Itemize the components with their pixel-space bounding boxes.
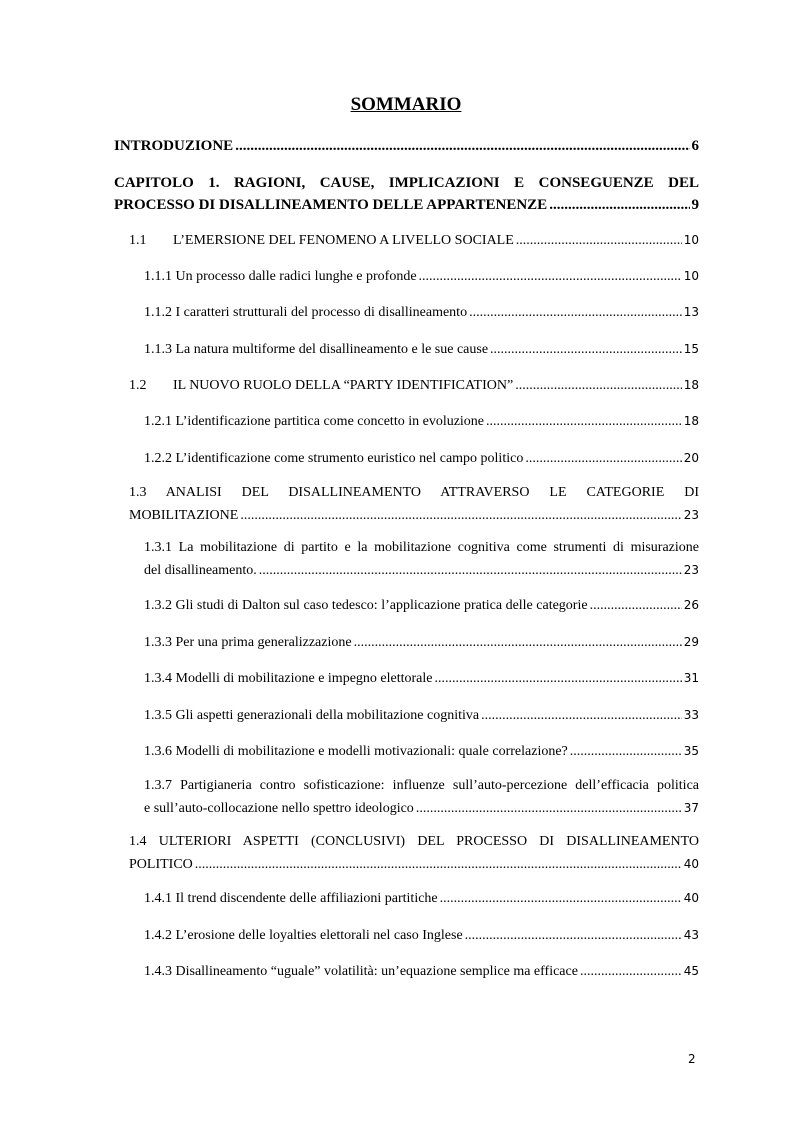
toc-entry-label: 1.3.4 Modelli di mobilitazione e impegno elettorale [144, 671, 433, 686]
toc-entry-label-line2: MOBILITAZIONE [129, 508, 239, 523]
dot-leader [469, 302, 682, 324]
toc-entry-label-line2: PROCESSO DI DISALLINEAMENTO DELLE APPARTENENZE [114, 197, 548, 213]
toc-page-number: 26 [683, 598, 699, 612]
toc-entry-1-2-2[interactable] [144, 447, 699, 470]
toc-entry-1-3[interactable] [129, 482, 699, 527]
toc-page-number: 10 [683, 233, 699, 247]
dot-leader [259, 560, 682, 582]
toc-entry-1-3-4[interactable] [144, 667, 699, 690]
dot-leader [525, 448, 681, 470]
dot-leader [354, 632, 682, 654]
toc-entry-label [129, 230, 514, 252]
toc-page-number: 20 [683, 451, 699, 465]
toc-entry-label: 1.4.1 Il trend discendente delle affiliazioni partitiche [144, 891, 438, 906]
toc-page-number: 23 [683, 563, 699, 577]
toc-page-number: 31 [683, 671, 699, 685]
dot-leader [570, 741, 682, 763]
toc-entry-label: 1.3.2 Gli studi di Dalton sul caso tedesco: l’applicazione pratica delle categorie [144, 598, 588, 613]
section-number: 1.1 [129, 233, 147, 248]
toc-entry-1-1-3[interactable] [144, 338, 699, 361]
dot-leader [590, 595, 682, 617]
dot-leader [419, 266, 682, 288]
toc-entry-1-1[interactable] [129, 229, 699, 252]
dot-leader [515, 375, 682, 397]
toc-entry-capitolo-1[interactable] [114, 172, 699, 216]
dot-leader [490, 339, 682, 361]
toc-entry-1-3-2[interactable] [144, 594, 699, 617]
section-number: 1.2 [129, 378, 147, 393]
toc-entry-label: INTRODUZIONE [114, 138, 234, 154]
dot-leader [195, 854, 682, 876]
dot-leader [486, 411, 682, 433]
toc-entry-1-1-1[interactable] [144, 265, 699, 288]
dot-leader [440, 888, 682, 910]
toc-entry-1-2[interactable] [129, 374, 699, 397]
toc-entry-label [129, 375, 513, 397]
dot-leader [235, 135, 689, 157]
toc-entry-label: 1.3.5 Gli aspetti generazionali della mobilitazione cognitiva [144, 708, 480, 723]
toc-entry-1-3-1[interactable] [144, 537, 699, 582]
toc-entry-label: 1.1.2 I caratteri strutturali del processo di disallineamento [144, 305, 468, 320]
toc-entry-1-4-3[interactable] [144, 960, 699, 983]
toc-page-number: 29 [683, 635, 699, 649]
toc-entry-label-line2: e sull’auto-collocazione nello spettro ideologico [144, 801, 414, 816]
toc-entry-label: 1.3.3 Per una prima generalizzazione [144, 635, 352, 650]
toc-entry-1-4[interactable] [129, 831, 699, 876]
toc-entry-label: 1.1.1 Un processo dalle radici lunghe e profonde [144, 269, 417, 284]
toc-page-number: 18 [683, 414, 699, 428]
page-number: 2 [688, 1052, 696, 1066]
toc-entry-1-4-2[interactable] [144, 924, 699, 947]
toc-entry-label: 1.2.1 L’identificazione partitica come concetto in evoluzione [144, 414, 485, 429]
page-title: SOMMARIO [350, 94, 462, 115]
toc-page-number: 37 [683, 801, 699, 815]
toc-entry-1-4-1[interactable] [144, 887, 699, 910]
toc-page-number: 10 [683, 269, 699, 283]
toc-entry-label-line1: 1.3 ANALISI DEL DISALLINEAMENTO ATTRAVERSO LE CATEGORIE DI [129, 485, 699, 500]
toc-page-number: 9 [691, 197, 699, 213]
dot-leader [549, 194, 689, 216]
toc-entry-label-line1: CAPITOLO 1. RAGIONI, CAUSE, IMPLICAZIONI E CONSEGUENZE DEL [114, 175, 699, 191]
dot-leader [416, 798, 682, 820]
toc-page-number: 13 [683, 305, 699, 319]
toc-page-number: 15 [683, 342, 699, 356]
toc-entry-1-3-7[interactable] [144, 775, 699, 820]
toc-page-number: 6 [691, 138, 699, 154]
toc-entry-label: 1.4.2 L’erosione delle loyalties elettorali nel caso Inglese [144, 928, 463, 943]
toc-page-number: 33 [683, 708, 699, 722]
toc-entry-introduzione[interactable] [114, 135, 699, 157]
dot-leader [481, 705, 682, 727]
toc-entry-label: 1.3.6 Modelli di mobilitazione e modelli motivazionali: quale correlazione? [144, 744, 568, 759]
toc-page-number: 40 [683, 891, 699, 905]
toc-entry-label-line1: 1.3.7 Partigianeria contro sofisticazione: influenze sull’auto-percezione dell’efficacia politica [144, 778, 699, 793]
toc-entry-label: 1.1.3 La natura multiforme del disallineamento e le sue cause [144, 342, 489, 357]
toc-entry-label-line1: 1.3.1 La mobilitazione di partito e la mobilitazione cognitiva come strumenti di misurazione [144, 540, 699, 555]
toc-entry-1-2-1[interactable] [144, 410, 699, 433]
toc-entry-label: 1.2.2 L’identificazione come strumento euristico nel campo politico [144, 451, 524, 466]
toc-entry-label-line1: 1.4 ULTERIORI ASPETTI (CONCLUSIVI) DEL PROCESSO DI DISALLINEAMENTO [129, 834, 699, 849]
toc-entry-1-3-3[interactable] [144, 631, 699, 654]
dot-leader [516, 230, 682, 252]
toc-entry-label-line2: POLITICO [129, 857, 193, 872]
toc-page-number: 45 [683, 964, 699, 978]
toc-page-number: 35 [683, 744, 699, 758]
toc-page-number: 18 [683, 378, 699, 392]
toc-page-number: 43 [683, 928, 699, 942]
toc-entry-1-1-2[interactable] [144, 301, 699, 324]
section-title: IL NUOVO RUOLO DELLA “PARTY IDENTIFICATION” [173, 378, 514, 393]
dot-leader [580, 961, 682, 983]
toc-page-number: 23 [683, 508, 699, 522]
toc-entry-1-3-5[interactable] [144, 704, 699, 727]
toc-entry-1-3-6[interactable] [144, 740, 699, 763]
toc-entry-label-line2: del disallineamento. [144, 563, 257, 578]
toc-entry-label: 1.4.3 Disallineamento “uguale” volatilità: un’equazione semplice ma efficace [144, 964, 578, 979]
dot-leader [240, 505, 681, 527]
dot-leader [434, 668, 681, 690]
dot-leader [465, 925, 682, 947]
section-title: L’EMERSIONE DEL FENOMENO A LIVELLO SOCIALE [173, 233, 514, 248]
toc-page-number: 40 [683, 857, 699, 871]
